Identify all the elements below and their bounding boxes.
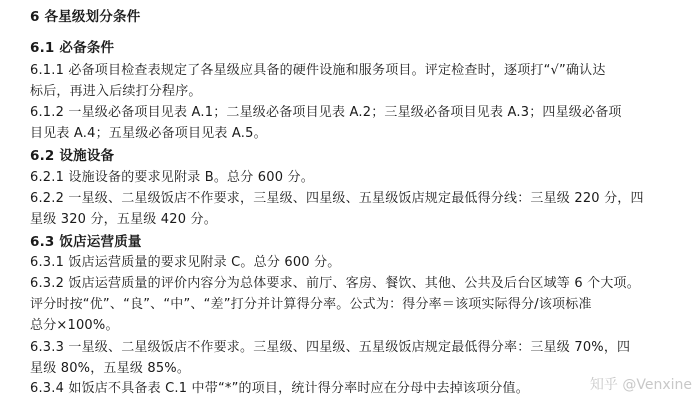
clause-6-3-4: 6.3.4 如饭店不具备表 C.1 中带“*”的项目，统计得分率时应在分母中去掉该项分值。: [30, 381, 529, 396]
clause-6-3-3-line-1: 6.3.3 一星级、二星级饭店不作要求。三星级、四星级、五星级饭店规定最低得分率：三星级 70%，四: [30, 340, 631, 355]
clause-6-1-1-line-1: 6.1.1 必备项目检查表规定了各星级应具备的硬件设施和服务项目。评定检查时，逐项打“√”确认达: [30, 63, 606, 78]
clause-6-1-2-line-2: 目见表 A.4；五星级必备项目见表 A.5。: [30, 126, 267, 141]
watermark-text: 知乎 @Venxine: [589, 377, 692, 393]
clause-6-3-1: 6.3.1 饭店运营质量的要求见附录 C。总分 600 分。: [30, 255, 341, 270]
clause-6-3-2-line-3: 总分×100%。: [30, 318, 119, 333]
clause-6-3-3-line-2: 星级 80%，五星级 85%。: [30, 361, 191, 376]
clause-6-3-2-line-2: 评分时按“优”、“良”、“中”、“差”打分并计算得分率。公式为：得分率＝该项实际得分/该项标准: [30, 297, 592, 312]
clause-6-2-1: 6.2.1 设施设备的要求见附录 B。总分 600 分。: [30, 170, 314, 185]
clause-6-3-2-line-1: 6.3.2 饭店运营质量的评价内容分为总体要求、前厅、客房、餐饮、其他、公共及后台区域等 6 个大项。: [30, 276, 640, 291]
clause-6-1-1-line-2: 标后，再进入后续打分程序。: [30, 84, 202, 99]
clause-6-2-2-line-1: 6.2.2 一星级、二星级饭店不作要求，三星级、四星级、五星级饭店规定最低得分线：三星级 220 分，四: [30, 191, 644, 206]
section-title: 6 各星级划分条件: [30, 9, 141, 25]
clause-6-1-2-line-1: 6.1.2 一星级必备项目见表 A.1；二星级必备项目见表 A.2；三星级必备项目见表 A.3；四星级必备项: [30, 105, 622, 120]
subsection-6-3-heading: 6.3 饭店运营质量: [30, 234, 142, 250]
subsection-6-2-heading: 6.2 设施设备: [30, 148, 115, 164]
clause-6-2-2-line-2: 星级 320 分，五星级 420 分。: [30, 212, 217, 227]
subsection-6-1-heading: 6.1 必备条件: [30, 40, 115, 56]
